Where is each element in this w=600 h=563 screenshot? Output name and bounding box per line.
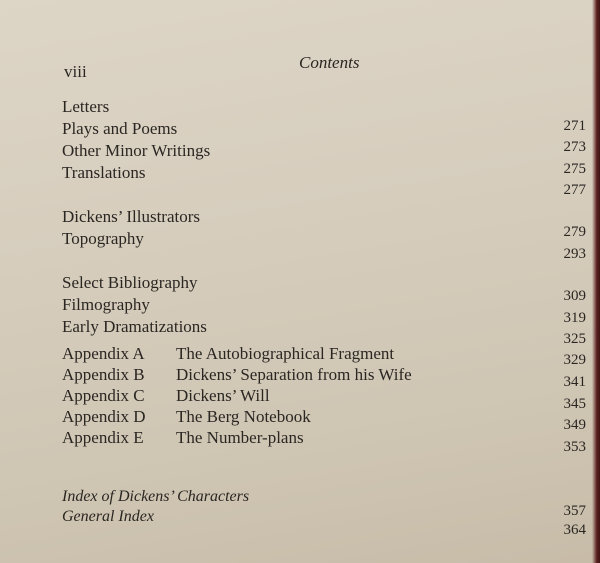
toc-entry-illustrators: Dickens’ Illustrators <box>62 207 201 226</box>
page-number-item: 341 <box>563 374 586 390</box>
page-number-item: 319 <box>563 310 586 326</box>
appendix-label: Appendix A <box>62 344 145 363</box>
appendix-title: Dickens’ Separation from his Wife <box>176 365 412 384</box>
toc-entry-index-of-characters: Index of Dickens’ Characters <box>62 488 250 505</box>
toc-entry-appendix-a <box>62 344 395 364</box>
appendix-title: The Autobiographical Fragment <box>176 344 395 363</box>
appendix-label: Appendix D <box>62 407 146 426</box>
page-number: viii <box>64 62 87 81</box>
page-number-item: 271 <box>563 118 586 134</box>
appendix-label: Appendix C <box>62 386 145 405</box>
page-number-item: 364 <box>563 522 586 538</box>
page-number-item: 279 <box>563 224 586 240</box>
toc-entry-other-minor-writings: Other Minor Writings <box>62 141 211 160</box>
toc-entry-plays-and-poems: Plays and Poems <box>62 119 178 138</box>
appendix-label: Appendix B <box>62 365 145 384</box>
toc-entry-appendix-d <box>62 407 311 427</box>
page-number-item: 309 <box>563 288 586 304</box>
page-number-item: 325 <box>563 331 586 347</box>
page-number-item: 349 <box>563 417 586 433</box>
page-number-item: 275 <box>563 161 586 177</box>
appendix-title: The Number-plans <box>176 428 304 447</box>
toc-entry-early-dramatizations: Early Dramatizations <box>62 317 207 336</box>
page-title: Contents <box>299 53 360 72</box>
page-number-item: 293 <box>563 246 586 262</box>
page-number-item: 329 <box>563 352 586 368</box>
toc-entry-translations: Translations <box>62 163 146 182</box>
toc-entry-topography: Topography <box>62 229 144 248</box>
toc-entry-appendix-c <box>62 386 270 406</box>
toc-entry-filmography: Filmography <box>62 295 150 314</box>
appendix-title: The Berg Notebook <box>176 407 311 426</box>
page-number-item: 345 <box>563 396 586 412</box>
toc-entry-general-index: General Index <box>62 508 154 525</box>
appendix-title: Dickens’ Will <box>176 386 270 405</box>
book-edge <box>592 0 600 563</box>
appendix-label: Appendix E <box>62 428 144 447</box>
toc-entry-letters: Letters <box>62 97 110 116</box>
toc-entry-appendix-e <box>62 428 304 448</box>
page-number-item: 353 <box>563 439 586 455</box>
toc-entry-appendix-b <box>62 365 412 385</box>
page-number-item: 357 <box>563 503 586 519</box>
page-number-item: 273 <box>563 139 586 155</box>
page-number-item: 277 <box>563 182 586 198</box>
toc-entry-select-bibliography: Select Bibliography <box>62 273 198 292</box>
